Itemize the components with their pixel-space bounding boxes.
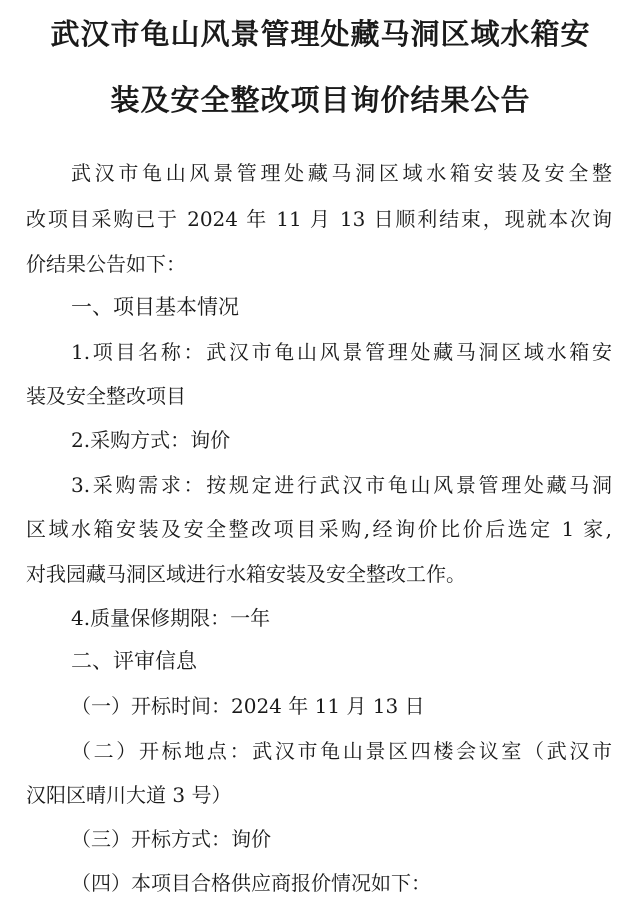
intro-paragraph-line-1: 武汉市龟山风景管理处藏马洞区域水箱安装及安全整 (71, 161, 612, 185)
bid-opening-location-line-2: 汉阳区晴川大道 3 号） (26, 783, 232, 807)
bid-opening-location-line-1: （二）开标地点：武汉市龟山景区四楼会议室（武汉市 (71, 739, 612, 763)
project-name-line-2: 装及安全整改项目 (26, 384, 186, 408)
document-title-line-2: 装及安全整改项目询价结果公告 (110, 83, 531, 117)
section-heading-project-info: 一、项目基本情况 (71, 295, 239, 319)
intro-paragraph-line-2: 改项目采购已于 2024 年 11 月 13 日顺利结束，现就本次询 (26, 207, 612, 231)
procurement-method: 2.采购方式：询价 (71, 428, 231, 452)
section-heading-review-info: 二、评审信息 (71, 649, 197, 673)
warranty-period: 4.质量保修期限：一年 (71, 606, 271, 630)
procurement-requirement-line-3: 对我园藏马洞区域进行水箱安装及安全整改工作。 (26, 562, 466, 586)
procurement-requirement-line-2: 区域水箱安装及安全整改项目采购,经询价比价后选定 1 家, (26, 517, 612, 541)
intro-paragraph-line-3: 价结果公告如下： (26, 252, 186, 276)
bid-opening-time: （一）开标时间：2024 年 11 月 13 日 (71, 694, 425, 718)
project-name-line-1: 1.项目名称：武汉市龟山风景管理处藏马洞区域水箱安 (71, 340, 612, 364)
qualified-supplier-quotes: （四）本项目合格供应商报价情况如下： (71, 871, 431, 895)
document-title-line-1: 武汉市龟山风景管理处藏马洞区域水箱安 (50, 17, 591, 51)
bid-opening-method: （三）开标方式：询价 (71, 827, 271, 851)
procurement-requirement-line-1: 3.采购需求：按规定进行武汉市龟山风景管理处藏马洞 (71, 473, 612, 497)
